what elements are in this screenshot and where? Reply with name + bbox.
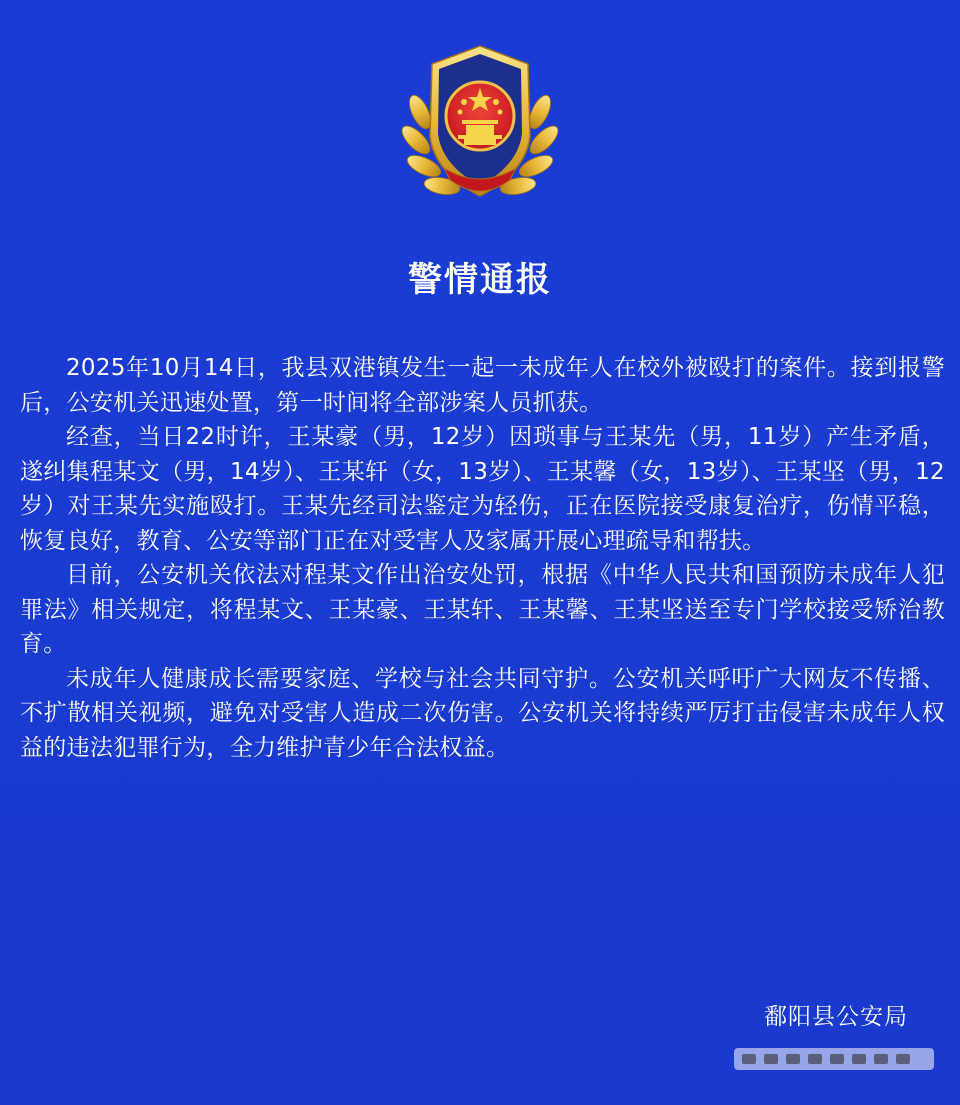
paragraph-1: 2025年10月14日，我县双港镇发生一起一未成年人在校外被殴打的案件。接到报警后，公安机关迅速处置，第一时间将全部涉案人员抓获。 [20, 355, 945, 416]
signature: 鄱阳县公安局 [764, 1004, 908, 1030]
page-title: 警情通报 [408, 260, 552, 300]
paragraph-3: 目前，公安机关依法对程某文作出治安处罚，根据《中华人民共和国预防未成年人犯罪法》相关规定，将程某文、王某豪、王某轩、王某馨、王某坚送至专门学校接受矫治教育。 [20, 562, 945, 657]
paragraph-2: 经查，当日22时许，王某豪（男，12岁）因琐事与王某先（男，11岁）产生矛盾，遂纠集程某文（男，14岁）、王某轩（女，13岁）、王某馨（女，13岁）、王某坚（男，12岁）对王某先实施殴打。王某先经司法鉴定为轻伤，正在医院接受康复治疗，伤情平稳，恢复良好，教育、公安等部门正在对受害人及家属开展心理疏导和帮扶。 [20, 424, 945, 554]
police-emblem-icon [398, 40, 562, 210]
watermark-icon [734, 1046, 934, 1072]
notice-body [20, 351, 945, 765]
paragraph-4: 未成年人健康成长需要家庭、学校与社会共同守护。公安机关呼吁广大网友不传播、不扩散相关视频，避免对受害人造成二次伤害。公安机关将持续严厉打击侵害未成年人权益的违法犯罪行为，全力维护青少年合法权益。 [20, 665, 945, 761]
